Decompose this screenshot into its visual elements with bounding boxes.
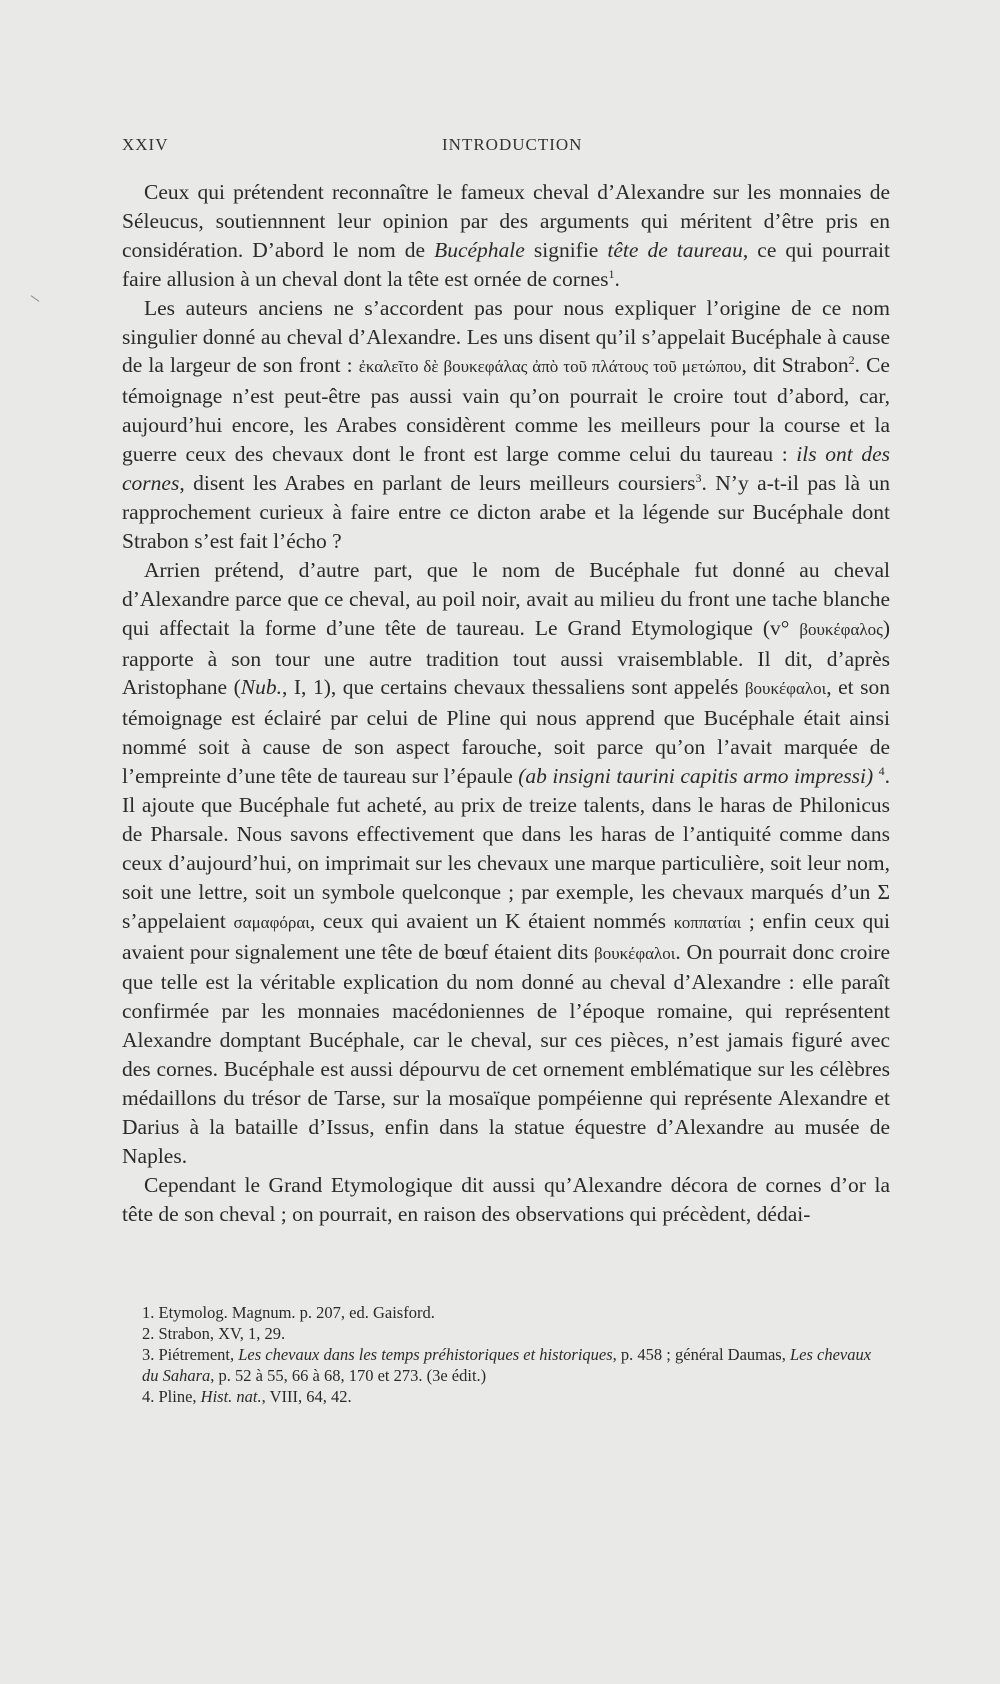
main-text [122, 178, 890, 1229]
text-run: , dit Strabon [741, 353, 849, 378]
text-run: , et son témoignage est éclairé par celui de Pline qui nous apprend que Bucéphale était ainsi nommé soit à cause de son aspect farouche, soit parce qu’on l’avait marquée de l’empreinte d’une tête de taureau sur l’épaule [122, 675, 890, 789]
stray-mark [31, 295, 40, 302]
page-number: XXIV [122, 135, 169, 154]
footnotes [142, 1302, 890, 1407]
greek-text: σαμαφόραι [233, 912, 310, 932]
text-run: . [614, 266, 620, 291]
text-run: 2. Strabon, XV, 1, 29. [142, 1324, 286, 1343]
greek-text: βουκέφαλος [799, 619, 883, 639]
footnote [142, 1344, 890, 1386]
text-run: Les auteurs anciens ne s’accordent pas pour nous expliquer l’origine de ce nom singulier donné au cheval d’Alexandre. Les uns disent qu’il s’appelait Bucéphale à cause de la largeur de son front : [122, 295, 890, 378]
footnote-ref: 1 [608, 266, 615, 281]
text-run: , ce qui pourrait faire allusion à un cheval dont la tête est ornée de cornes [122, 237, 890, 291]
text-run: . Il ajoute que Bucéphale fut acheté, au prix de treize talents, dans le haras de Philonicus de Pharsale. Nous savons effectivement que dans les haras de l’antiquité comme dans ceux d’aujourd’hui, on imprimait sur les chevaux une marque particulière, soit leur nom, soit une lettre, soit un symbole quelconque ; par exemple, les chevaux marqués d’un Σ s’appelaient [122, 764, 891, 933]
italic-text: Hist. nat. [200, 1387, 262, 1406]
paragraph [122, 556, 890, 1171]
italic-text: (ab insigni taurini capitis armo impressi) [518, 764, 874, 789]
footnote [142, 1386, 890, 1407]
text-run: ) rapporte à son tour une autre tradition tout aussi vraisemblable. Il dit, d’après Aristophane ( [122, 615, 890, 700]
footnote-ref: 2 [848, 353, 855, 368]
text-run: 1. Etymolog. Magnum. p. 207, ed. Gaisford. [142, 1303, 435, 1322]
text-run: , I, 1), que certains chevaux thessaliens sont appelés [282, 675, 745, 700]
footnote-ref: 3 [695, 470, 702, 485]
paragraph [122, 1171, 890, 1229]
text-run: 4. Pline, [142, 1387, 201, 1406]
greek-text: βουκέφαλοι [744, 679, 827, 699]
text-run: . On pourrait donc croire que telle est la véritable explication du nom donné au cheval d’Alexandre : elle paraît confirmée par les monnaies macédoniennes de l’époque romaine, qui représentent Alexandre domptant Bucéphale, car le cheval, sur ces pièces, n’est jamais figuré avec des cornes. Bucéphale est aussi dépourvu de cet ornement emblématique sur les célèbres médaillons du trésor de Tarse, sur la mosaïque pompéienne qui représente Alexandre et Darius à la bataille d’Issus, enfin dans la statue équestre d’Alexandre au musée de Naples. [122, 939, 890, 1168]
text-run: . N’y a-t-il pas là un rapprochement curieux à faire entre ce dicton arabe et la légende sur Bucéphale dont Strabon s’est fait l’écho ? [122, 471, 890, 553]
text-run: Ceux qui prétendent reconnaître le fameux cheval d’Alexandre sur les monnaies de Séleucus, soutiennnent leur opinion par des arguments qui méritent d’être pris en considération. D’abord le nom de [122, 180, 890, 262]
footnote-ref: 4 [878, 763, 885, 778]
text-run: , disent les Arabes en parlant de leurs meilleurs coursiers [179, 471, 696, 496]
greek-text: κοππατίαι [673, 912, 742, 932]
text-run: , p. 458 ; général Daumas, [612, 1345, 790, 1364]
paragraph [122, 178, 890, 294]
italic-text: tête de taureau [607, 237, 743, 262]
paragraph [122, 294, 890, 556]
footnote [142, 1302, 890, 1323]
text-run: ; enfin ceux qui avaient pour signalement une tête de bœuf étaient dits [122, 908, 890, 964]
greek-text: ἐκαλεῖτο δὲ βουκεφάλας ἀπὸ τοῦ πλάτους τοῦ μετώπου [358, 357, 742, 377]
text-run: Cependant le Grand Etymologique dit aussi qu’Alexandre décora de cornes d’or la tête de son cheval ; on pourrait, en raison des observations qui précèdent, dédai- [122, 1172, 890, 1226]
running-title: INTRODUCTION [442, 135, 583, 154]
text-run: , p. 52 à 55, 66 à 68, 170 et 273. (3e édit.) [210, 1366, 487, 1385]
text-run: 3. Piétrement, [142, 1345, 239, 1364]
text-run: signifie [524, 237, 608, 262]
text-run: , VIII, 64, 42. [261, 1387, 352, 1406]
greek-text: βουκέφαλοι [594, 943, 676, 963]
italic-text: ils ont des cornes [122, 442, 890, 496]
italic-text: Nub. [240, 675, 282, 700]
italic-text: Bucéphale [434, 237, 525, 262]
text-run: Arrien prétend, d’autre part, que le nom de Bucéphale fut donné au cheval d’Alexandre parce que ce cheval, au poil noir, avait au milieu du front une tache blanche qui affectait la forme d’une tête de taureau. Le Grand Etymologique (v° [122, 557, 890, 640]
footnote [142, 1323, 890, 1344]
italic-text: Les chevaux dans les temps préhistoriques et historiques [238, 1345, 613, 1364]
italic-text: Les chevaux du Sahara [142, 1345, 872, 1385]
text-run: . Ce témoignage n’est peut-être pas aussi vain qu’on pourrait le croire tout d’abord, car, aujourd’hui encore, les Arabes considèrent comme les meilleurs pour la course et la guerre ceux des chevaux dont le front est large comme celui du taureau : [122, 353, 890, 467]
text-run: , ceux qui avaient un K étaient nommés [309, 908, 674, 933]
